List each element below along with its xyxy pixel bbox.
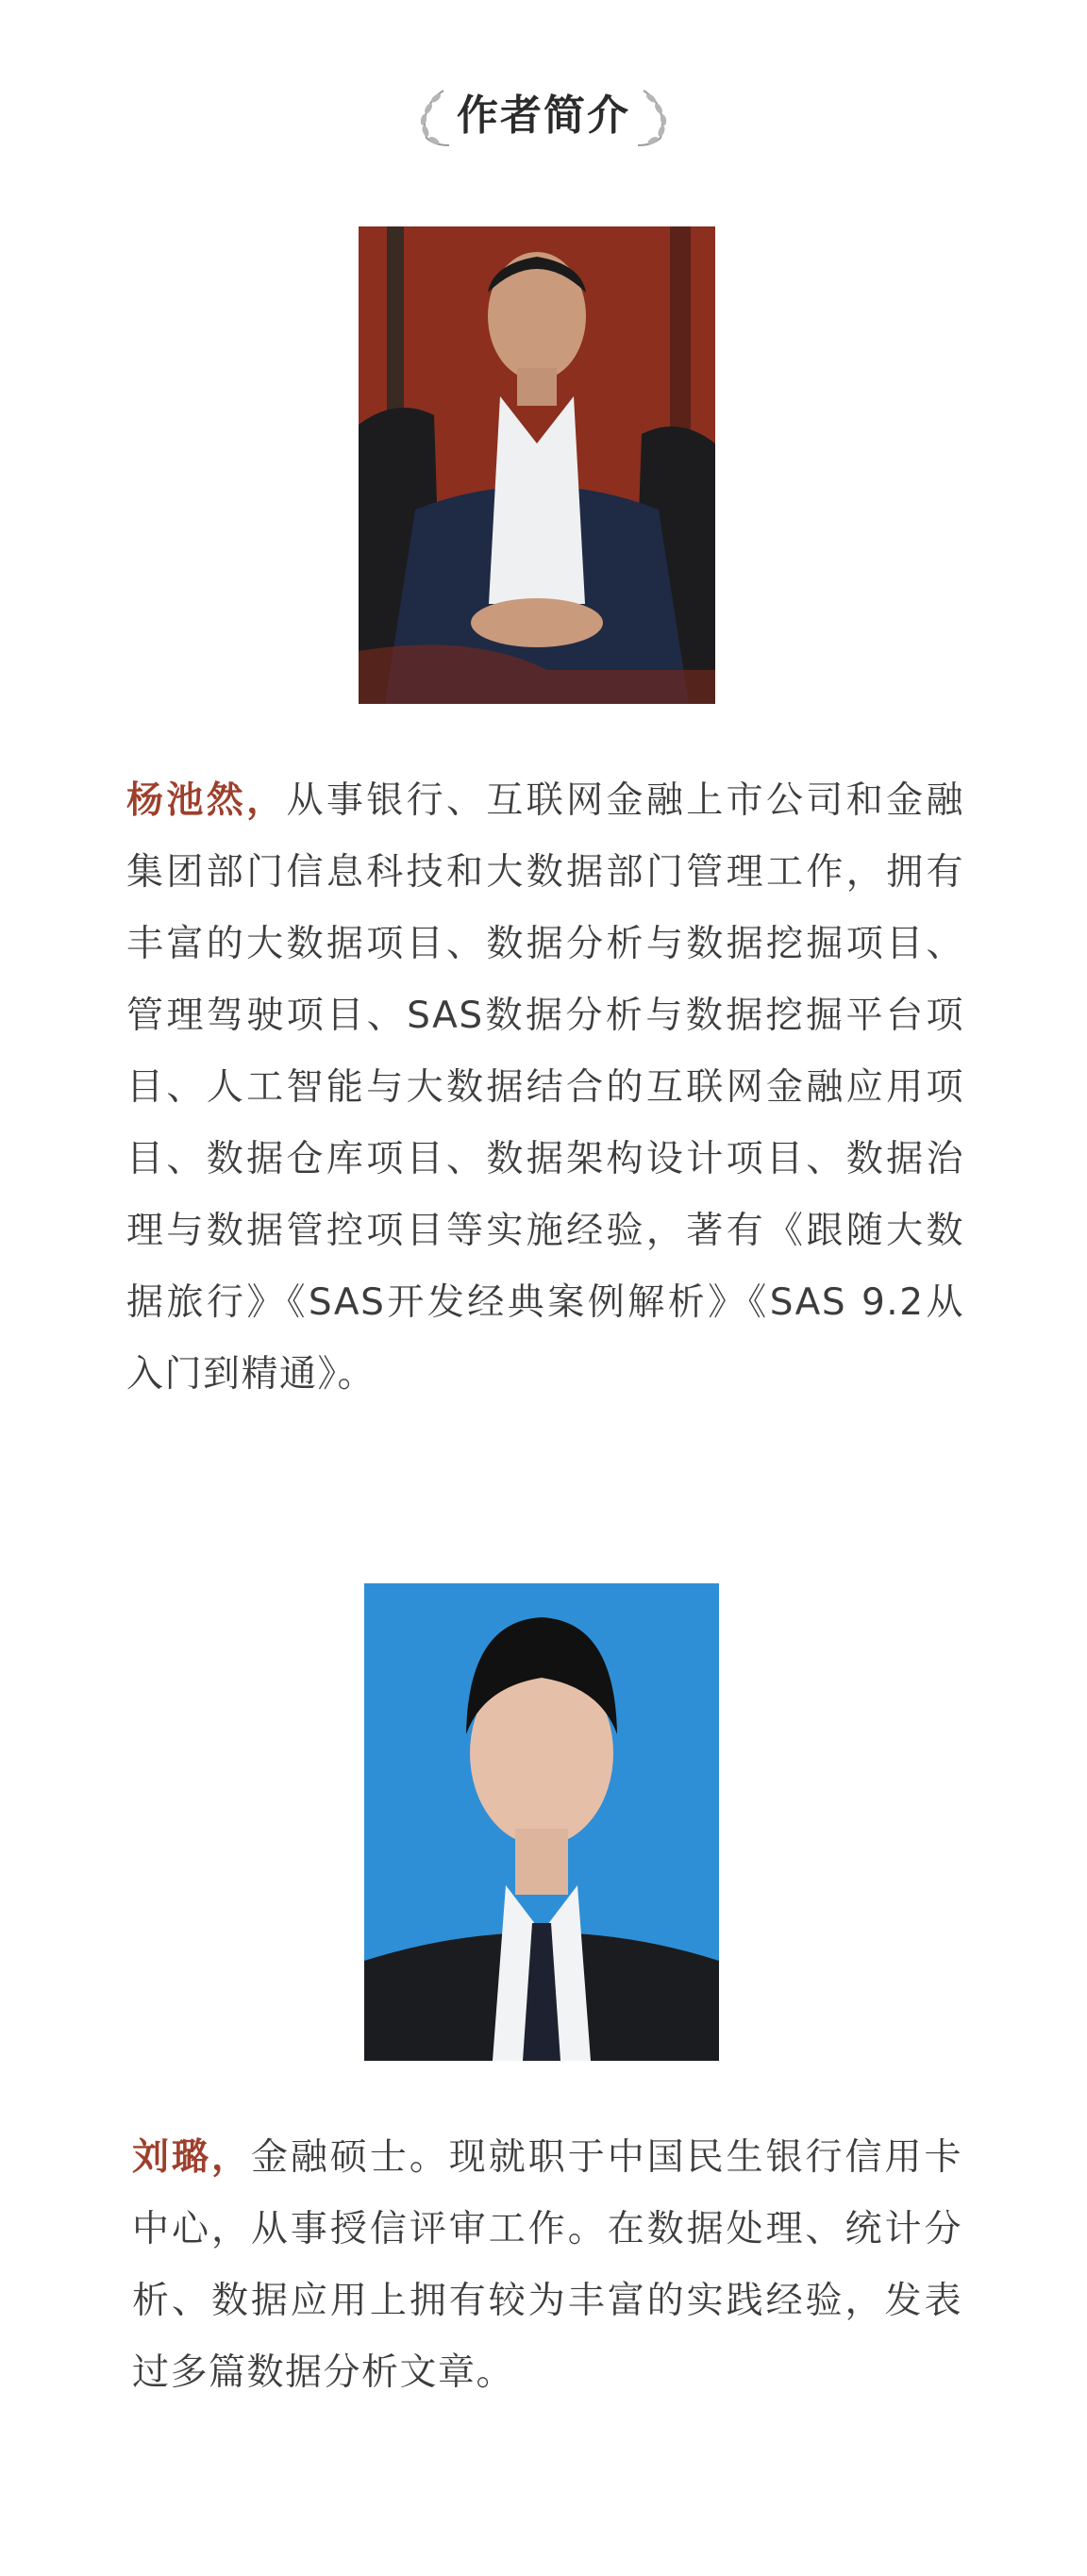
author-bio-2 — [132, 2121, 962, 2409]
author-photo-2 — [364, 1583, 719, 2061]
author-bio-text-1: 从事银行、互联网金融上市公司和金融集团部门信息科技和大数据部门管理工作，拥有丰富的大数据项目、数据分析与数据挖掘项目、管理驾驶项目、SAS数据分析与数据挖掘平台项目、人工智能与大数据结合的互联网金融应用项目、数据仓库项目、数据架构设计项目、数据治理与数据管控项目等实施经验，著有《跟随大数据旅行》《SAS开发经典案例解析》《SAS 9.2从入门到精通》。 — [126, 779, 964, 1396]
laurel-right-icon — [636, 83, 679, 149]
heading-group — [408, 83, 679, 149]
author-name-2: 刘璐 — [132, 2135, 211, 2179]
section-heading — [0, 83, 1087, 149]
author-name-1: 杨池然 — [126, 778, 247, 822]
author-name-separator-1: ， — [246, 778, 287, 822]
author-bio-1 — [126, 764, 964, 1411]
author-bio-text-2: 金融硕士。现就职于中国民生银行信用卡中心，从事授信评审工作。在数据处理、统计分析、数据应用上拥有较为丰富的实践经验，发表过多篇数据分析文章。 — [132, 2136, 962, 2394]
author-name-separator-2: ， — [210, 2135, 251, 2179]
laurel-left-icon — [408, 83, 451, 149]
author-photo-1 — [359, 226, 715, 704]
page-title: 作者简介 — [457, 92, 630, 140]
